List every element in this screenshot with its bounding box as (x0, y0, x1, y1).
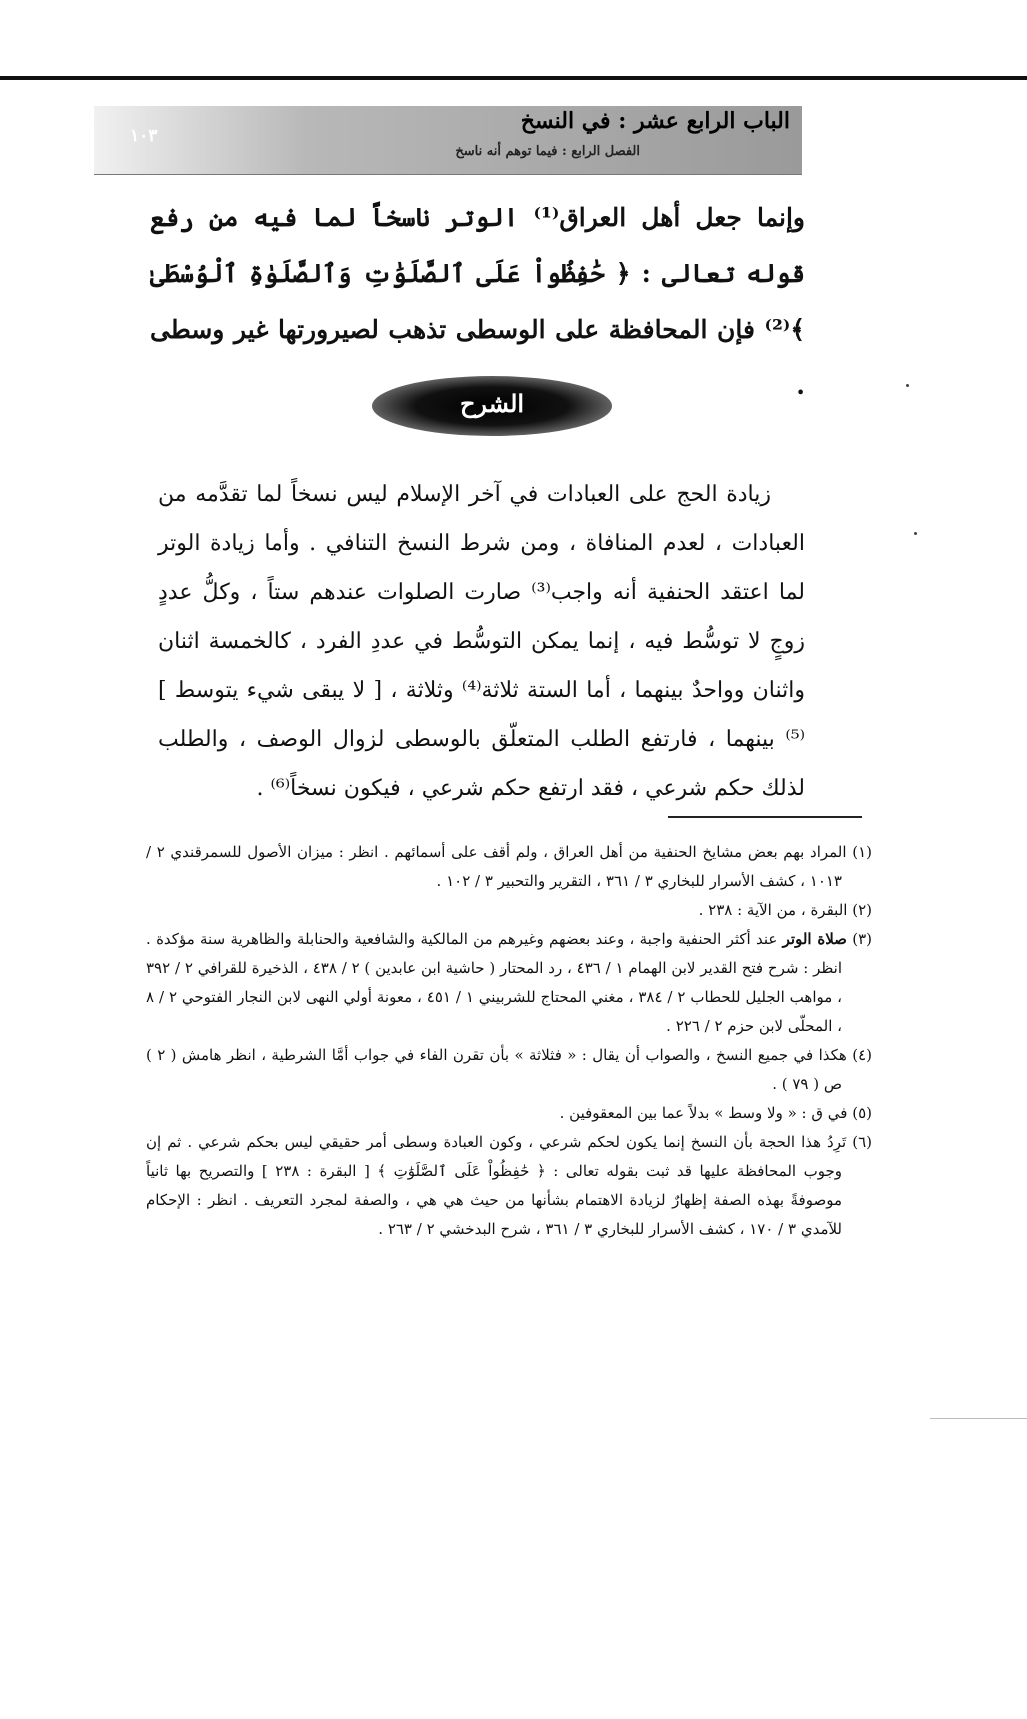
section-heading: الشرح (459, 389, 525, 418)
footnote-text: هكذا في جميع النسخ ، والصواب أن يقال : « فثلاثة » بأن تقرن الفاء في جواب أمَّا الشرطية ، انظر هامش ( ٢ ) ص ( ٧٩ ) . (146, 1046, 847, 1093)
section-heading-badge (372, 376, 612, 436)
footnote-5 (146, 1099, 872, 1128)
footnote-text: المراد بهم بعض مشايخ الحنفية من أهل العراق ، ولم أقف على أسمائهم . انظر : ميزان الأصول للسمرقندي ٢ / ١٠١٣ ، كشف الأسرار للبخاري ٣ / ٣٦١ ، التقرير والتحبير ٣ / ١٠٢ . (146, 843, 847, 890)
main-text: وإنما جعل أهل العراق⁽¹⁾ الوتر ناسخاً لما فيه من رفع قوله تعالى : ﴿ حَٰفِظُواْ عَلَى ٱلصَّلَوَٰتِ وَٱلصَّلَوٰةِ ٱلْوُسْطَىٰ ﴾⁽²⁾ فإن المحافظة على الوسطى تذهب لصيرورتها غير وسطى . (150, 203, 806, 400)
footnote-1 (146, 838, 872, 896)
footnote-6 (146, 1128, 872, 1244)
footnote-number: (١) (852, 843, 872, 861)
footnotes (146, 838, 872, 1244)
footnote-number: (٣) (852, 930, 872, 948)
footnote-number: (٢) (852, 901, 872, 919)
footnote-text: تَرِدُ هذا الحجة بأن النسخ إنما يكون لحكم شرعي ، وكون العبادة وسطى أمر حقيقي ليس بحكم شرعي . ثم إن وجوب المحافظة عليها قد ثبت بقوله تعالى : ﴿ حَٰفِظُواْ عَلَى ٱلصَّلَوَٰتِ ﴾ [ البقرة : ٢٣٨ ] والتصريح بها ثانياً موصوفةً بهذه الصفة إظهارٌ لزيادة الاهتمام بشأنها من حيث هي هي ، والصفة لمجرد التعريف . انظر : الإحكام للآمدي ٣ / ١٧٠ ، كشف الأسرار للبخاري ٣ / ٣٦١ ، شرح البدخشي ٢ / ٢٦٣ . (146, 1133, 847, 1238)
commentary-paragraph: زيادة الحج على العبادات في آخر الإسلام ليس نسخاً لما تقدَّمه من العبادات ، لعدم المنافاة ، ومن شرط النسخ التنافي . وأما زيادة الوتر لما اعتقد الحنفية أنه واجب⁽³⁾ صارت الصلوات عندهم ستاً ، وكلُّ عددٍ زوجٍ لا توسُّط فيه ، إنما يمكن التوسُّط في عددِ الفرد ، كالخمسة اثنان واثنان وواحدٌ بينهما ، أما الستة ثلاثة⁽⁴⁾ وثلاثة ، [ لا يبقى شيء يتوسط ]⁽⁵⁾ بينهما ، فارتفع الطلب المتعلّق بالوسطى لزوال الوصف ، والطلب لذلك حكم شرعي ، فقد ارتفع حكم شرعي ، فيكون نسخاً⁽⁶⁾ . (158, 482, 805, 801)
running-header (94, 106, 802, 175)
margin-speck (914, 532, 917, 535)
footnote-text: البقرة ، من الآية : ٢٣٨ . (698, 901, 848, 919)
footnote-2 (146, 896, 872, 925)
footnote-number: (٤) (852, 1046, 872, 1064)
chapter-title: الباب الرابع عشر : في النسخ (520, 108, 790, 134)
top-page-rule (0, 76, 1027, 80)
page-number: ١٠٣ (130, 126, 158, 146)
footnote-bold-lead: صلاة الوتر (782, 930, 847, 948)
footnote-number: (٦) (852, 1133, 872, 1151)
footnote-text: عند أكثر الحنفية واجبة ، وعند بعضهم وغيرهم من المالكية والشافعية والحنابلة والظاهرية سنة مؤكدة . انظر : شرح فتح القدير لابن الهمام ١ / ٤٣٦ ، رد المحتار ( حاشية ابن عابدين ) ٢ / ٤٣٨ ، الذخيرة للقرافي ٢ / ٣٩٢ ، مواهب الجليل للحطاب ٢ / ٣٨٤ ، مغني المحتاج للشربيني ١ / ٤٥١ ، معونة أولي النهى لابن النجار الفتوحي ٢ / ٨ ، المحلّى لابن حزم ٢ / ٢٢٦ . (146, 930, 843, 1035)
footnote-number: (٥) (852, 1104, 872, 1122)
footnote-3 (146, 925, 872, 1041)
footnote-4 (146, 1041, 872, 1099)
footnote-separator (668, 816, 862, 818)
scan-edge-line (930, 1418, 1027, 1419)
margin-speck (906, 384, 909, 387)
commentary-text (158, 470, 805, 813)
footnote-text: في ق : « ولا وسط » بدلاً عما بين المعقوفين . (559, 1104, 848, 1122)
section-subtitle: الفصل الرابع : فيما توهم أنه ناسخ (455, 144, 640, 159)
